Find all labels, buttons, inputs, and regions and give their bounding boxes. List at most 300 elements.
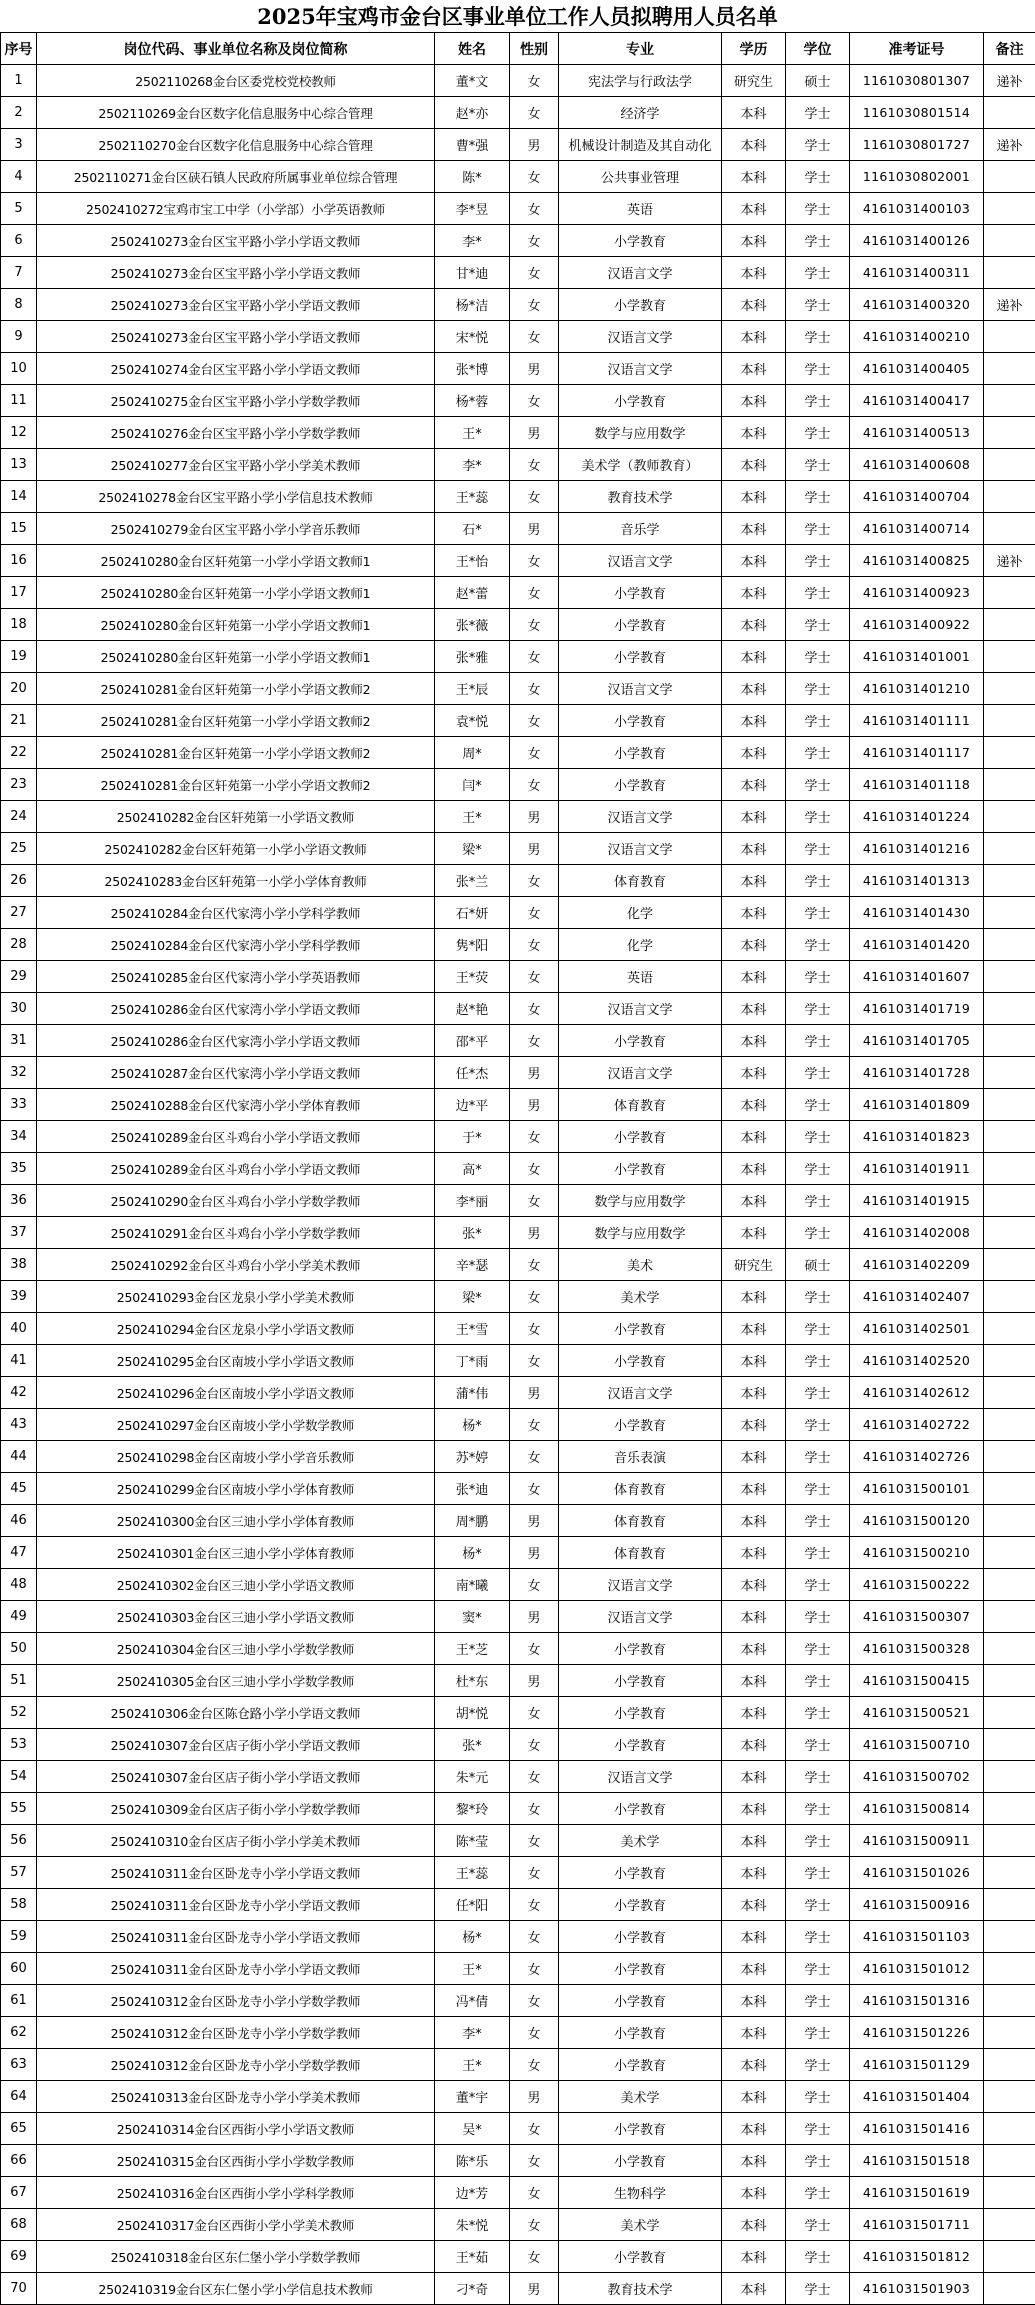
cell-remark [984,609,1035,641]
cell-position: 2502410272宝鸡市宝工中学（小学部）小学英语教师 [37,193,435,225]
cell-seq: 2 [1,97,37,129]
cell-education: 本科 [722,705,786,737]
cell-major: 小学教育 [559,609,722,641]
cell-seq: 31 [1,1025,37,1057]
cell-gender: 女 [510,1473,559,1505]
cell-position: 2502410318金台区东仁堡小学小学数学教师 [37,2241,435,2273]
cell-education: 本科 [722,2145,786,2177]
cell-seq: 70 [1,2273,37,2305]
cell-gender: 男 [510,513,559,545]
cell-education: 本科 [722,1569,786,1601]
header-major: 专业 [559,33,722,65]
cell-education: 本科 [722,1121,786,1153]
cell-name: 梁* [435,1281,510,1313]
cell-name: 石*妍 [435,897,510,929]
cell-exam-id: 4161031402520 [850,1345,984,1377]
cell-gender: 女 [510,2241,559,2273]
cell-name: 张* [435,1729,510,1761]
cell-position: 2502410278金台区宝平路小学小学信息技术教师 [37,481,435,513]
table-row [1,417,1035,449]
cell-remark [984,1729,1035,1761]
cell-degree: 学士 [786,1345,850,1377]
cell-education: 本科 [722,2017,786,2049]
cell-degree: 学士 [786,2081,850,2113]
cell-education: 本科 [722,481,786,513]
cell-gender: 女 [510,609,559,641]
cell-major: 小学教育 [559,1921,722,1953]
cell-degree: 学士 [786,1505,850,1537]
cell-position: 2502410280金台区轩苑第一小学小学语文教师1 [37,577,435,609]
cell-seq: 67 [1,2177,37,2209]
cell-position: 2502410282金台区轩苑第一小学小学语文教师 [37,833,435,865]
cell-position: 2502410292金台区斗鸡台小学小学美术教师 [37,1249,435,1281]
cell-degree: 学士 [786,1953,850,1985]
cell-exam-id: 4161031402008 [850,1217,984,1249]
cell-seq: 58 [1,1889,37,1921]
cell-major: 教育技术学 [559,2273,722,2305]
table-row [1,993,1035,1025]
cell-exam-id: 4161031402407 [850,1281,984,1313]
cell-seq: 16 [1,545,37,577]
cell-name: 赵*蕾 [435,577,510,609]
cell-major: 小学教育 [559,577,722,609]
cell-remark [984,1601,1035,1633]
cell-position: 2502410282金台区轩苑第一小学语文教师 [37,801,435,833]
cell-degree: 学士 [786,865,850,897]
cell-education: 本科 [722,1729,786,1761]
cell-seq: 42 [1,1377,37,1409]
cell-name: 刁*奇 [435,2273,510,2305]
cell-exam-id: 4161031401911 [850,1153,984,1185]
cell-exam-id: 4161031500702 [850,1761,984,1793]
cell-remark [984,1057,1035,1089]
cell-exam-id: 4161031501103 [850,1921,984,1953]
cell-seq: 19 [1,641,37,673]
cell-name: 杜*东 [435,1665,510,1697]
cell-major: 英语 [559,961,722,993]
cell-name: 张* [435,1217,510,1249]
table-row [1,2273,1035,2305]
cell-education: 本科 [722,385,786,417]
cell-degree: 学士 [786,1121,850,1153]
cell-name: 张*迪 [435,1473,510,1505]
cell-degree: 学士 [786,97,850,129]
cell-exam-id: 4161031501012 [850,1953,984,1985]
table-row [1,481,1035,513]
cell-gender: 男 [510,1377,559,1409]
cell-position: 2502410299金台区南坡小学小学体育教师 [37,1473,435,1505]
cell-education: 本科 [722,1281,786,1313]
cell-name: 蒲*伟 [435,1377,510,1409]
cell-gender: 男 [510,353,559,385]
cell-degree: 学士 [786,897,850,929]
cell-gender: 女 [510,1985,559,2017]
cell-exam-id: 4161031500814 [850,1793,984,1825]
cell-seq: 40 [1,1313,37,1345]
cell-seq: 46 [1,1505,37,1537]
cell-name: 王*蕊 [435,1857,510,1889]
cell-remark [984,1281,1035,1313]
cell-remark [984,353,1035,385]
cell-seq: 37 [1,1217,37,1249]
cell-remark [984,801,1035,833]
table-row [1,1281,1035,1313]
cell-education: 本科 [722,1377,786,1409]
cell-seq: 45 [1,1473,37,1505]
cell-degree: 学士 [786,1441,850,1473]
cell-major: 小学教育 [559,1953,722,1985]
table-row [1,1729,1035,1761]
cell-degree: 学士 [786,1761,850,1793]
cell-degree: 学士 [786,257,850,289]
cell-exam-id: 4161031500911 [850,1825,984,1857]
cell-seq: 48 [1,1569,37,1601]
cell-gender: 女 [510,2049,559,2081]
cell-major: 化学 [559,897,722,929]
cell-position: 2502410285金台区代家湾小学小学英语教师 [37,961,435,993]
cell-gender: 女 [510,641,559,673]
cell-exam-id: 4161031402501 [850,1313,984,1345]
cell-major: 体育教育 [559,1089,722,1121]
cell-seq: 51 [1,1665,37,1697]
table-row [1,161,1035,193]
cell-gender: 女 [510,865,559,897]
cell-name: 曹*强 [435,129,510,161]
cell-education: 本科 [722,1793,786,1825]
cell-gender: 女 [510,2113,559,2145]
cell-exam-id: 4161031402726 [850,1441,984,1473]
cell-remark [984,2145,1035,2177]
cell-position: 2502410312金台区卧龙寺小学小学数学教师 [37,2017,435,2049]
cell-major: 汉语言文学 [559,801,722,833]
cell-degree: 学士 [786,353,850,385]
cell-name: 胡*悦 [435,1697,510,1729]
table-row [1,1569,1035,1601]
cell-degree: 学士 [786,1601,850,1633]
cell-exam-id: 4161031401809 [850,1089,984,1121]
table-row [1,1089,1035,1121]
table-row [1,513,1035,545]
cell-exam-id: 4161031400103 [850,193,984,225]
cell-seq: 28 [1,929,37,961]
cell-remark [984,1633,1035,1665]
cell-seq: 14 [1,481,37,513]
cell-gender: 女 [510,161,559,193]
table-row [1,1889,1035,1921]
cell-major: 音乐表演 [559,1441,722,1473]
cell-major: 汉语言文学 [559,353,722,385]
cell-remark [984,449,1035,481]
cell-remark [984,1793,1035,1825]
cell-position: 2502410295金台区南坡小学小学语文教师 [37,1345,435,1377]
cell-name: 周*鹏 [435,1505,510,1537]
cell-major: 小学教育 [559,1889,722,1921]
cell-name: 丁*雨 [435,1345,510,1377]
cell-remark [984,2017,1035,2049]
cell-gender: 女 [510,225,559,257]
cell-exam-id: 4161031500307 [850,1601,984,1633]
cell-degree: 学士 [786,2273,850,2305]
cell-education: 本科 [722,1985,786,2017]
cell-gender: 女 [510,2017,559,2049]
cell-major: 汉语言文学 [559,1601,722,1633]
cell-exam-id: 4161031401001 [850,641,984,673]
table-row [1,1185,1035,1217]
cell-education: 本科 [722,993,786,1025]
cell-education: 本科 [722,865,786,897]
table-row [1,97,1035,129]
cell-seq: 66 [1,2145,37,2177]
cell-exam-id: 4161031501026 [850,1857,984,1889]
cell-major: 美术 [559,1249,722,1281]
cell-major: 生物科学 [559,2177,722,2209]
cell-exam-id: 4161031400210 [850,321,984,353]
cell-exam-id: 4161031500101 [850,1473,984,1505]
cell-remark [984,1857,1035,1889]
cell-major: 数学与应用数学 [559,1217,722,1249]
cell-seq: 69 [1,2241,37,2273]
cell-education: 本科 [722,225,786,257]
table-row [1,1793,1035,1825]
cell-name: 张*薇 [435,609,510,641]
cell-degree: 学士 [786,2145,850,2177]
cell-exam-id: 4161031500222 [850,1569,984,1601]
cell-degree: 学士 [786,161,850,193]
cell-seq: 26 [1,865,37,897]
cell-major: 美术学 [559,1281,722,1313]
cell-gender: 女 [510,545,559,577]
cell-remark [984,1153,1035,1185]
cell-gender: 女 [510,1761,559,1793]
cell-name: 李* [435,2017,510,2049]
cell-education: 本科 [722,1409,786,1441]
cell-degree: 学士 [786,545,850,577]
cell-major: 小学教育 [559,705,722,737]
cell-remark [984,1537,1035,1569]
cell-name: 冯*倩 [435,1985,510,2017]
cell-major: 小学教育 [559,1345,722,1377]
cell-major: 数学与应用数学 [559,1185,722,1217]
cell-education: 本科 [722,545,786,577]
cell-major: 小学教育 [559,1409,722,1441]
cell-education: 本科 [722,1537,786,1569]
cell-exam-id: 4161031501812 [850,2241,984,2273]
cell-gender: 女 [510,1441,559,1473]
cell-exam-id: 4161031401607 [850,961,984,993]
cell-gender: 男 [510,1217,559,1249]
cell-degree: 学士 [786,1985,850,2017]
table-row [1,769,1035,801]
cell-name: 甘*迪 [435,257,510,289]
cell-major: 经济学 [559,97,722,129]
cell-seq: 11 [1,385,37,417]
cell-remark [984,833,1035,865]
cell-gender: 女 [510,257,559,289]
cell-position: 2502410275金台区宝平路小学小学数学教师 [37,385,435,417]
cell-gender: 女 [510,705,559,737]
document-title: 2025年宝鸡市金台区事业单位工作人员拟聘用人员名单 [257,4,778,29]
cell-remark [984,2209,1035,2241]
cell-major: 美术学 [559,1825,722,1857]
cell-gender: 女 [510,769,559,801]
cell-gender: 男 [510,129,559,161]
cell-education: 本科 [722,2049,786,2081]
table-row [1,2081,1035,2113]
table-row [1,929,1035,961]
cell-position: 2502410286金台区代家湾小学小学语文教师 [37,1025,435,1057]
cell-major: 小学教育 [559,1313,722,1345]
cell-major: 小学教育 [559,2113,722,2145]
cell-degree: 硕士 [786,65,850,97]
cell-remark [984,193,1035,225]
cell-name: 窦* [435,1601,510,1633]
table-row [1,897,1035,929]
cell-name: 南*曦 [435,1569,510,1601]
cell-name: 王* [435,801,510,833]
cell-degree: 学士 [786,577,850,609]
table-row [1,129,1035,161]
table-row [1,1409,1035,1441]
cell-seq: 50 [1,1633,37,1665]
cell-exam-id: 4161031401430 [850,897,984,929]
cell-gender: 女 [510,897,559,929]
cell-major: 宪法学与行政法学 [559,65,722,97]
cell-major: 小学教育 [559,1793,722,1825]
cell-major: 小学教育 [559,1633,722,1665]
cell-seq: 41 [1,1345,37,1377]
cell-position: 2502110269金台区数字化信息服务中心综合管理 [37,97,435,129]
cell-name: 隽*阳 [435,929,510,961]
cell-position: 2502410280金台区轩苑第一小学小学语文教师1 [37,545,435,577]
cell-name: 张*博 [435,353,510,385]
cell-seq: 36 [1,1185,37,1217]
table-row [1,2145,1035,2177]
cell-name: 王*荧 [435,961,510,993]
cell-exam-id: 4161031501416 [850,2113,984,2145]
cell-gender: 女 [510,289,559,321]
cell-education: 本科 [722,417,786,449]
cell-gender: 女 [510,1281,559,1313]
cell-gender: 女 [510,385,559,417]
cell-major: 小学教育 [559,1697,722,1729]
cell-education: 本科 [722,97,786,129]
cell-degree: 学士 [786,1665,850,1697]
cell-name: 陈* [435,161,510,193]
table-row [1,1857,1035,1889]
cell-exam-id: 4161031500710 [850,1729,984,1761]
cell-education: 本科 [722,1217,786,1249]
cell-degree: 学士 [786,2209,850,2241]
cell-seq: 44 [1,1441,37,1473]
cell-major: 化学 [559,929,722,961]
cell-seq: 63 [1,2049,37,2081]
cell-position: 2502410304金台区三迪小学小学数学教师 [37,1633,435,1665]
cell-name: 吴* [435,2113,510,2145]
cell-degree: 学士 [786,705,850,737]
cell-major: 小学教育 [559,1665,722,1697]
cell-degree: 学士 [786,1089,850,1121]
cell-education: 本科 [722,321,786,353]
cell-degree: 学士 [786,2017,850,2049]
table-row [1,1057,1035,1089]
cell-major: 美术学 [559,2209,722,2241]
cell-degree: 学士 [786,1633,850,1665]
cell-exam-id: 4161031401719 [850,993,984,1025]
cell-degree: 学士 [786,1857,850,1889]
cell-degree: 学士 [786,449,850,481]
cell-position: 2502410287金台区代家湾小学小学语文教师 [37,1057,435,1089]
cell-remark [984,97,1035,129]
cell-exam-id: 4161031400311 [850,257,984,289]
cell-degree: 学士 [786,801,850,833]
cell-exam-id: 4161031402612 [850,1377,984,1409]
cell-remark [984,1921,1035,1953]
header-name: 姓名 [435,33,510,65]
cell-remark [984,2113,1035,2145]
cell-name: 李* [435,449,510,481]
cell-seq: 30 [1,993,37,1025]
cell-major: 小学教育 [559,2017,722,2049]
cell-remark [984,2241,1035,2273]
table-row [1,609,1035,641]
table-row [1,865,1035,897]
cell-major: 小学教育 [559,1857,722,1889]
cell-degree: 学士 [786,1281,850,1313]
cell-degree: 学士 [786,1921,850,1953]
table-row [1,801,1035,833]
cell-gender: 男 [510,1537,559,1569]
cell-exam-id: 4161031400922 [850,609,984,641]
cell-name: 任*阳 [435,1889,510,1921]
cell-position: 2502410280金台区轩苑第一小学小学语文教师1 [37,609,435,641]
cell-degree: 学士 [786,833,850,865]
cell-seq: 60 [1,1953,37,1985]
cell-gender: 女 [510,961,559,993]
cell-education: 本科 [722,1153,786,1185]
cell-name: 黎*玲 [435,1793,510,1825]
cell-major: 小学教育 [559,2145,722,2177]
cell-name: 陈*莹 [435,1825,510,1857]
cell-education: 本科 [722,641,786,673]
cell-gender: 女 [510,321,559,353]
table-row [1,1153,1035,1185]
cell-education: 本科 [722,1313,786,1345]
cell-exam-id: 4161031400825 [850,545,984,577]
cell-gender: 女 [510,1569,559,1601]
cell-major: 汉语言文学 [559,321,722,353]
cell-position: 2502410279金台区宝平路小学小学音乐教师 [37,513,435,545]
cell-name: 高* [435,1153,510,1185]
cell-education: 本科 [722,513,786,545]
cell-seq: 61 [1,1985,37,2017]
cell-degree: 学士 [786,513,850,545]
cell-degree: 学士 [786,641,850,673]
cell-exam-id: 4161031400923 [850,577,984,609]
cell-exam-id: 4161031401118 [850,769,984,801]
cell-remark [984,993,1035,1025]
table-row [1,1217,1035,1249]
cell-seq: 23 [1,769,37,801]
cell-degree: 学士 [786,1025,850,1057]
cell-degree: 学士 [786,289,850,321]
cell-position: 2502110268金台区委党校党校教师 [37,65,435,97]
table-row [1,289,1035,321]
cell-exam-id: 4161031500210 [850,1537,984,1569]
cell-seq: 15 [1,513,37,545]
cell-degree: 学士 [786,1729,850,1761]
cell-name: 朱*元 [435,1761,510,1793]
table-row [1,225,1035,257]
